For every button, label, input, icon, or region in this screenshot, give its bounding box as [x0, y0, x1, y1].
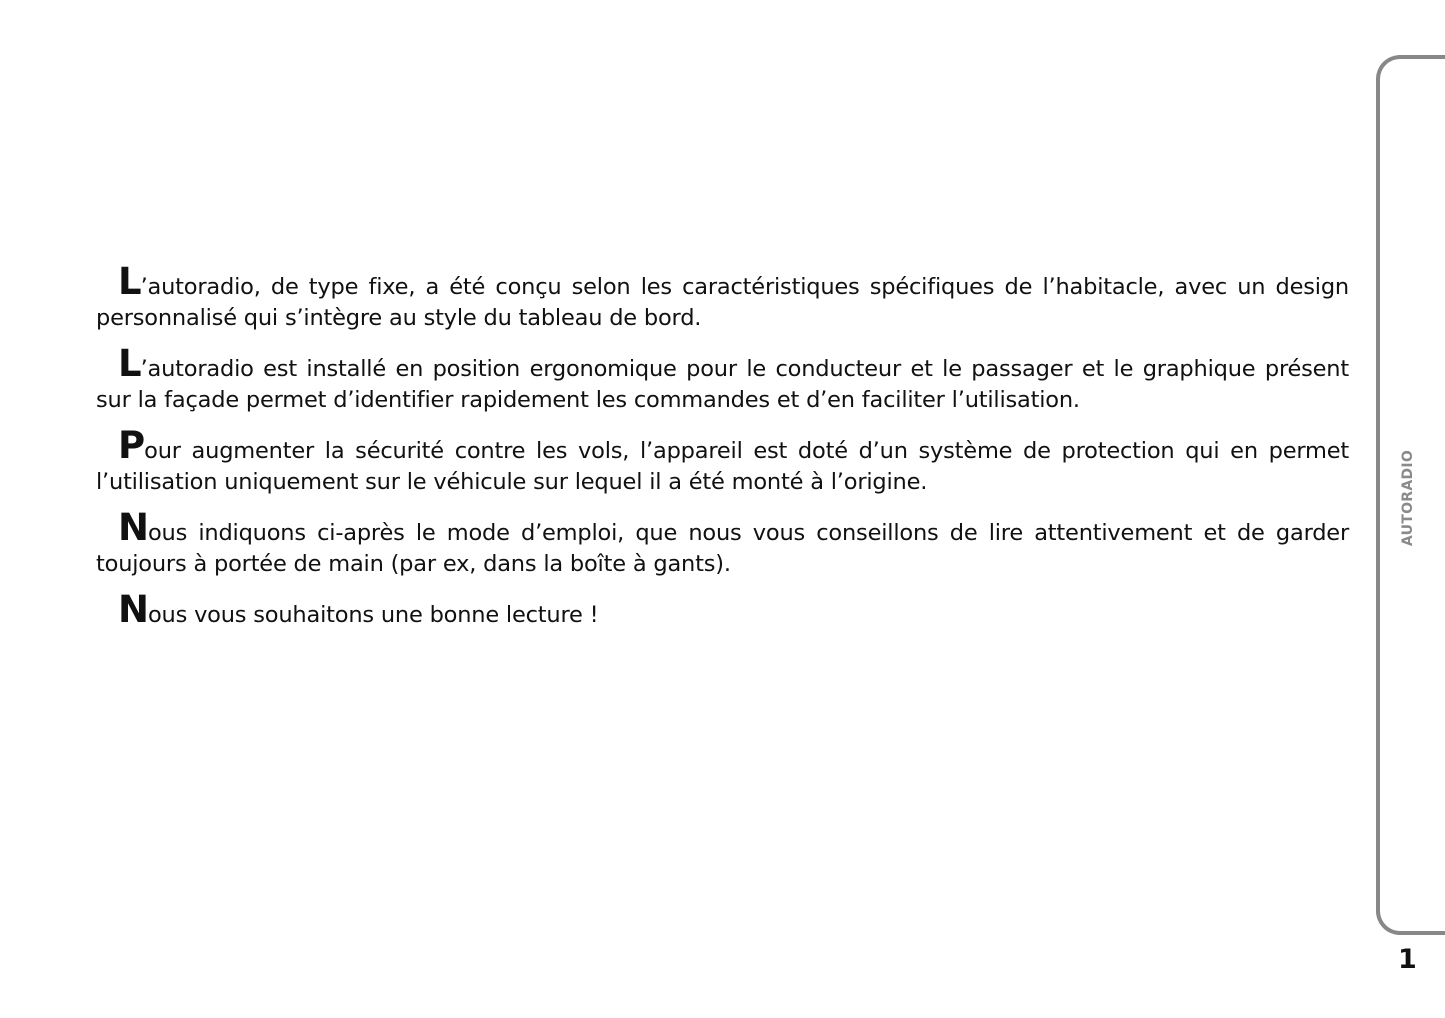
section-tab-label: AUTORADIO: [1400, 449, 1416, 547]
paragraph-4: [96, 506, 1349, 580]
dropcap-letter: N: [118, 506, 148, 549]
dropcap-letter: N: [118, 588, 148, 631]
dropcap-letter: L: [118, 342, 141, 385]
dropcap-letter: L: [118, 260, 141, 303]
page-number: 1: [1398, 944, 1417, 975]
paragraph-text: our augmenter la sécurité contre les vols, l’appareil est doté d’un système de protection qui en permet l’utilisation uniquement sur le véhicule sur lequel il a été monté à l’origine.: [96, 438, 1349, 495]
dropcap-letter: P: [118, 424, 145, 467]
paragraph-text: ’autoradio, de type fixe, a été conçu selon les caractéristiques spécifiques de l’habitacle, avec un design personnalisé qui s’intègre au style du tableau de bord.: [96, 274, 1349, 331]
paragraph-text: ous vous souhaitons une bonne lecture !: [147, 602, 599, 628]
paragraph-2: [96, 342, 1349, 416]
paragraph-5: [96, 588, 1349, 631]
paragraph-text: ’autoradio est installé en position ergonomique pour le conducteur et le passager et le graphique présent sur la façade permet d’identifier rapidement les commandes et d’en faciliter l’utilisation.: [96, 356, 1349, 413]
paragraph-3: [96, 424, 1349, 498]
paragraph-1: [96, 260, 1349, 334]
document-body: [96, 260, 1349, 651]
paragraph-text: ous indiquons ci-après le mode d’emploi, que nous vous conseillons de lire attentivement et de garder toujours à portée de main (par ex, dans la boîte à gants).: [96, 520, 1349, 577]
